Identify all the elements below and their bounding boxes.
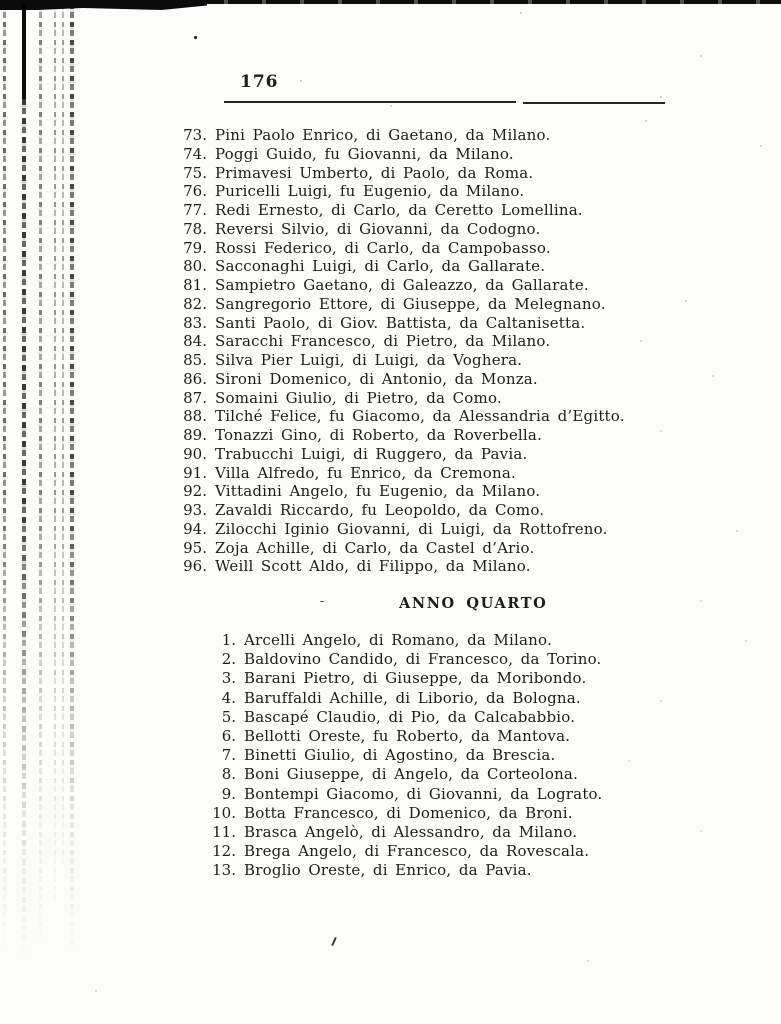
entry-number: 95. <box>183 538 207 557</box>
entry-number: 6. <box>221 726 236 745</box>
entry-number: 85. <box>183 351 207 369</box>
list-entry <box>0 389 781 408</box>
list-entry <box>0 501 781 520</box>
entry-number: 90. <box>183 444 207 463</box>
list-entry <box>0 861 781 880</box>
list-entry <box>0 370 781 389</box>
list-entry <box>0 351 781 370</box>
entry-number: 4. <box>221 688 236 707</box>
list-entry <box>0 182 781 201</box>
list-entry <box>0 669 781 688</box>
entry-text: Bontempi Giacomo, di Giovanni, da Lograto. <box>244 784 603 803</box>
entry-text: Somaini Giulio, di Pietro, da Como. <box>215 388 502 407</box>
student-list-anno-quarto <box>0 631 781 880</box>
entry-number: 93. <box>183 501 207 519</box>
list-entry <box>0 332 781 351</box>
list-entry <box>0 520 781 539</box>
entry-text: Broglio Oreste, di Enrico, da Pavia. <box>244 861 532 880</box>
list-entry <box>0 426 781 445</box>
list-entry <box>0 557 781 576</box>
entry-text: Silva Pier Luigi, di Luigi, da Voghera. <box>215 351 523 369</box>
entry-number: 2. <box>221 650 236 669</box>
entry-number: 75. <box>183 163 207 182</box>
entry-number: 76. <box>183 182 207 201</box>
entry-text: Sampietro Gaetano, di Galeazzo, da Gallarate. <box>215 276 589 294</box>
page-number: 176 <box>240 72 279 92</box>
list-entry <box>0 164 781 183</box>
entry-number: 79. <box>183 238 207 257</box>
entry-text: Botta Francesco, di Domenico, da Broni. <box>244 803 573 822</box>
entry-number: 94. <box>183 519 207 538</box>
list-entry <box>0 314 781 333</box>
list-entry <box>0 276 781 295</box>
student-list-continued <box>0 126 781 576</box>
list-entry <box>0 257 781 276</box>
list-entry <box>0 445 781 464</box>
entry-number: 73. <box>183 126 207 144</box>
scan-noise-specks <box>0 0 2 2</box>
entry-number: 81. <box>183 276 207 294</box>
entry-text: Saracchi Francesco, di Pietro, da Milano. <box>215 332 551 351</box>
entry-text: Bascapé Claudio, di Pio, da Calcababbio. <box>244 707 576 726</box>
list-entry <box>0 220 781 239</box>
list-entry <box>0 201 781 220</box>
entry-number: 92. <box>183 482 207 501</box>
list-entry <box>0 727 781 746</box>
ink-speck <box>194 36 197 39</box>
entry-text: Zilocchi Iginio Giovanni, di Luigi, da Rottofreno. <box>215 519 608 538</box>
entry-number: 3. <box>221 669 236 688</box>
entry-number: 87. <box>183 388 207 407</box>
entry-text: Baruffaldi Achille, di Liborio, da Bologna. <box>244 688 581 707</box>
entry-text: Brasca Angelò, di Alessandro, da Milano. <box>244 822 578 841</box>
entry-number: 1. <box>221 631 236 649</box>
ink-speck <box>331 937 336 946</box>
list-entry <box>0 708 781 727</box>
ink-mark-dash: - <box>320 594 325 609</box>
entry-number: 96. <box>183 557 207 576</box>
list-entry <box>0 650 781 669</box>
entry-number: 10. <box>212 803 236 822</box>
entry-text: Brega Angelo, di Francesco, da Rovescala. <box>244 842 590 861</box>
entry-number: 77. <box>183 201 207 219</box>
entry-text: Tonazzi Gino, di Roberto, da Roverbella. <box>215 426 543 444</box>
list-entry <box>0 631 781 650</box>
entry-number: 78. <box>183 219 207 238</box>
list-entry <box>0 804 781 823</box>
entry-number: 5. <box>221 707 236 726</box>
entry-number: 9. <box>221 784 236 803</box>
entry-text: Sironi Domenico, di Antonio, da Monza. <box>215 369 538 388</box>
entry-text: Trabucchi Luigi, di Ruggero, da Pavia. <box>215 444 528 463</box>
list-entry <box>0 746 781 765</box>
entry-text: Arcelli Angelo, di Romano, da Milano. <box>244 631 552 649</box>
list-entry <box>0 464 781 483</box>
entry-text: Pini Paolo Enrico, di Gaetano, da Milano. <box>215 126 551 144</box>
entry-text: Vittadini Angelo, fu Eugenio, da Milano. <box>215 482 541 501</box>
list-entry <box>0 785 781 804</box>
entry-text: Sacconaghi Luigi, di Carlo, da Gallarate. <box>215 257 546 276</box>
entry-text: Poggi Guido, fu Giovanni, da Milano. <box>215 144 514 163</box>
entry-number: 82. <box>183 294 207 313</box>
entry-text: Zoja Achille, di Carlo, da Castel d’Ario. <box>215 538 535 557</box>
entry-number: 11. <box>212 822 236 841</box>
entry-number: 91. <box>183 463 207 482</box>
header-rule-left <box>224 101 516 103</box>
entry-text: Villa Alfredo, fu Enrico, da Cremona. <box>215 463 516 482</box>
entry-number: 13. <box>212 861 236 880</box>
entry-text: Binetti Giulio, di Agostino, da Brescia. <box>244 746 556 765</box>
section-heading-anno-quarto: ANNO QUARTO <box>399 595 548 612</box>
entry-number: 84. <box>183 332 207 351</box>
entry-number: 7. <box>221 746 236 765</box>
entry-text: Barani Pietro, di Giuseppe, da Moribondo. <box>244 669 587 688</box>
list-entry <box>0 295 781 314</box>
header-rule-right <box>523 102 665 104</box>
entry-number: 89. <box>183 426 207 444</box>
list-entry <box>0 823 781 842</box>
entry-number: 12. <box>212 842 236 861</box>
entry-number: 88. <box>183 407 207 426</box>
list-entry <box>0 239 781 258</box>
list-entry <box>0 145 781 164</box>
entry-text: Santi Paolo, di Giov. Battista, da Caltanisetta. <box>215 313 586 332</box>
entry-text: Zavaldi Riccardo, fu Leopoldo, da Como. <box>215 501 545 519</box>
entry-text: Tilché Felice, fu Giacomo, da Alessandria d’Egitto. <box>215 407 625 426</box>
entry-number: 8. <box>221 765 236 784</box>
entry-text: Primavesi Umberto, di Paolo, da Roma. <box>215 163 534 182</box>
entry-number: 86. <box>183 369 207 388</box>
list-entry <box>0 842 781 861</box>
entry-text: Puricelli Luigi, fu Eugenio, da Milano. <box>215 182 525 201</box>
entry-number: 74. <box>183 144 207 163</box>
entry-text: Redi Ernesto, di Carlo, da Ceretto Lomellina. <box>215 201 583 219</box>
entry-number: 83. <box>183 313 207 332</box>
entry-text: Sangregorio Ettore, di Giuseppe, da Melegnano. <box>215 294 606 313</box>
list-entry <box>0 539 781 558</box>
list-entry <box>0 407 781 426</box>
entry-text: Baldovino Candido, di Francesco, da Torino. <box>244 650 602 669</box>
list-entry <box>0 482 781 501</box>
entry-text: Boni Giuseppe, di Angelo, da Corteolona. <box>244 765 579 784</box>
entry-text: Weill Scott Aldo, di Filippo, da Milano. <box>215 557 531 576</box>
entry-number: 80. <box>183 257 207 276</box>
entry-text: Rossi Federico, di Carlo, da Campobasso. <box>215 238 551 257</box>
entry-text: Reversi Silvio, di Giovanni, da Codogno. <box>215 219 541 238</box>
entry-text: Bellotti Oreste, fu Roberto, da Mantova. <box>244 726 571 745</box>
list-entry <box>0 126 781 145</box>
list-entry <box>0 689 781 708</box>
list-entry <box>0 765 781 784</box>
